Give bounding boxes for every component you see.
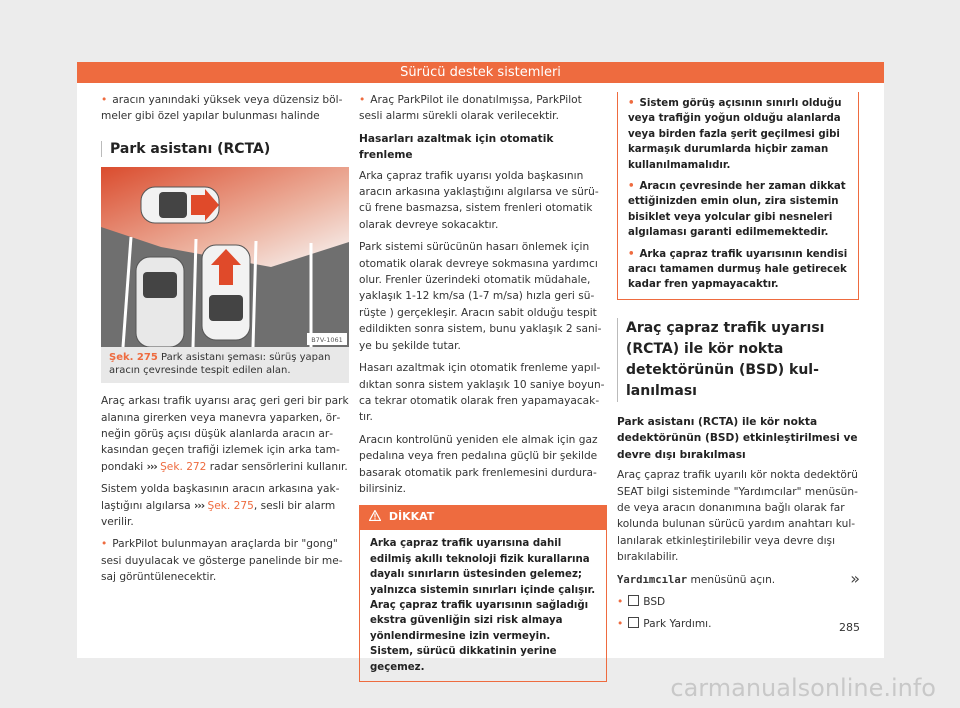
text: , sesli bir alarm verilir. xyxy=(101,499,336,529)
figure-label: Şek. 275 xyxy=(109,352,158,364)
menu-item-bsd xyxy=(617,594,859,610)
text: Sistem yolda başkasının aracın arkasına yaklaştığını algılarsa xyxy=(101,483,340,512)
menu-item-label: BSD xyxy=(643,595,666,608)
warning-bullet-1: • Sistem görüş açısının sınırlı olduğu veya trafiğin yoğun olduğu alanlarda veya birden fazla şerit geçilmesi gibi karmaşık durumlarda hiçbir zaman kullanılmamalıdır. xyxy=(628,96,848,173)
page-header: Sürücü destek sistemleri xyxy=(77,62,884,83)
paragraph-rcta-1 xyxy=(101,393,349,475)
parking-diagram xyxy=(101,167,349,347)
column-3 xyxy=(617,92,859,639)
paragraph-brake-1: Arka çapraz trafik uyarısı yolda başkasının aracın arkasına yaklaştığını algılarsa ve sürücü frene basmazsa, sistem frenleri otomatik olarak devreye sokacaktır. xyxy=(359,169,599,231)
continue-mark: » xyxy=(850,569,860,588)
warning-bullet-3: • Arka çapraz trafik uyarısının kendisi aracı tamamen durmuş hale getirecek kadar fren yapmayacaktır. xyxy=(628,247,848,293)
warning-continued xyxy=(617,92,859,300)
warning-body: Arka çapraz trafik uyarısına dahil edilmiş akıllı teknoloji fizik kurallarına dayalı sınırların üstesinden gelemez; yalnızca sistemin sınırları içinde çalışır. Araç çapraz trafik uyarısının sağladığı ekstra güvenliğin sizi risk almaya yönlendirmesine izin vermeyin. Sistem, sürücü dikkatinin yerine geçemez. xyxy=(359,529,607,682)
warning-title: DİKKAT xyxy=(388,510,435,524)
menu-name: Yardımcılar xyxy=(617,573,688,586)
checkbox-icon[interactable] xyxy=(628,617,639,628)
paragraph-rcta-2 xyxy=(101,481,349,530)
subheading-activation: Park asistanı (RCTA) ile kör nokta dedektörünün (BSD) etkinleştirilmesi ve devre dışı bırakılması xyxy=(617,415,858,461)
section-title-rcta-bsd: Araç çapraz trafik uyarısı (RCTA) ile kör nokta detektörünün (BSD) kullanılması xyxy=(617,318,859,402)
warning-header xyxy=(359,505,607,529)
bullet-parkpilot-present: • Araç ParkPilot ile donatılmışsa, ParkPilot sesli alarmı sürekli olarak verilecektir. xyxy=(359,92,607,125)
subheading-auto-brake: Hasarları azaltmak için otomatik frenleme xyxy=(359,132,554,162)
warning-bullet-2: • Aracın çevresinde her zaman dikkat ettiğinizden emin olun, zira sistemin bisiklet veya yolcular gibi nesneleri algılaması garanti edilmemektedir. xyxy=(628,179,848,241)
reversing-car-icon xyxy=(202,245,250,340)
manual-page xyxy=(77,62,884,673)
column-2 xyxy=(359,92,607,682)
section-title-rcta: Park asistanı (RCTA) xyxy=(101,141,349,157)
ref-arrows: ››› xyxy=(194,499,205,512)
ref-arrows: ››› xyxy=(146,460,157,473)
warning-triangle-icon xyxy=(369,510,381,521)
menu-item-label: Park Yardımı. xyxy=(643,618,712,631)
ref-link-272[interactable]: Şek. 272 xyxy=(160,460,207,473)
intro-bullet: • aracın yanındaki yüksek veya düzensiz bölmeler gibi özel yapılar bulunması halinde xyxy=(101,92,349,125)
checkbox-icon[interactable] xyxy=(628,595,639,606)
column-1 xyxy=(101,92,349,592)
text: Araç arkası trafik uyarısı araç geri geri bir park alanına girerken veya manevra yaparken, örneğin görüş açısı düşük alanlarda aracın arkasından geçen trafiği izlemek için arka tampondaki xyxy=(101,395,349,473)
paragraph-brake-4: Aracın kontrolünü yeniden ele almak için gaz pedalına veya fren pedalına güçlü bir şekilde basarak otomatik park frenlemesini durdurabilirsiniz. xyxy=(359,433,598,495)
menu-instruction xyxy=(617,572,859,588)
watermark: carmanualsonline.info xyxy=(670,674,936,702)
figure-caption-text: Park asistanı şeması: sürüş yapan aracın çevresinde tespit edilen alan. xyxy=(109,352,331,377)
paragraph-brake-3: Hasarı azaltmak için otomatik frenleme yapıldıktan sonra sistem yaklaşık 10 saniye boyunca tekrar otomatik olarak fren yapamayacaktır. xyxy=(359,362,605,424)
figure-275 xyxy=(101,167,349,347)
bullet-parkpilot-absent: • ParkPilot bulunmayan araçlarda bir "gong" sesi duyulacak ve gösterge panelinde bir mesaj görüntülenecektir. xyxy=(101,536,349,585)
figure-caption xyxy=(101,347,349,383)
page-number: 285 xyxy=(839,621,860,634)
moving-car-icon xyxy=(141,187,219,223)
text: radar sensörlerini kullanır. xyxy=(206,460,348,473)
ref-link-275[interactable]: Şek. 275 xyxy=(207,499,254,512)
figure-code: B7V-1061 xyxy=(311,336,343,345)
text: menüsünü açın. xyxy=(687,573,776,586)
parked-car-left-icon xyxy=(136,257,184,347)
menu-item-park-assist xyxy=(617,616,859,632)
paragraph-activation: Araç çapraz trafik uyarılı kör nokta dedektörü SEAT bilgi sisteminde "Yardımcılar" menüsünde veya aracın donanımına bağlı olarak far kolunda bulunan sürücü yardım anahtarı kullanılarak etkinleştirilebilir veya devre dışı bırakılabilir. xyxy=(617,469,858,564)
paragraph-brake-2: Park sistemi sürücünün hasarı önlemek için otomatik olarak devreye sokmasına yardımcı olur. Frenler üzerindeki otomatik müdahale, yaklaşık 1-12 km/sa (1-7 m/sa) hızla geri sürüşte ) gerçekleşir. Aracın sabit olduğu tespit edildikten sonra sistem, bunu yaklaşık 2 saniye bu şekilde tutar. xyxy=(359,241,602,352)
